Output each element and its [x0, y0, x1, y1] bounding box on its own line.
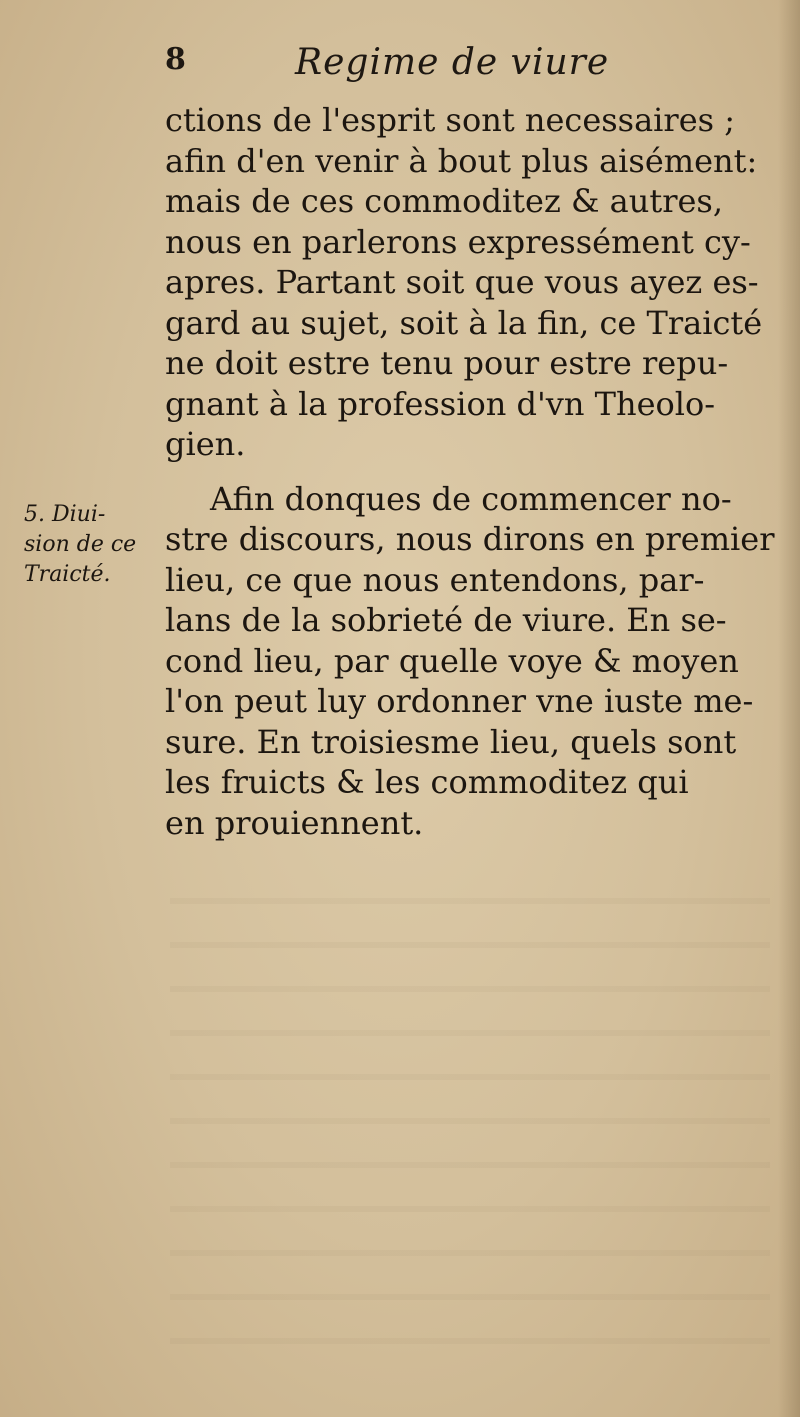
text-line: sure. En troisiesme lieu, quels sont	[165, 722, 737, 761]
text-line: ne doit estre tenu pour estre repu-	[165, 344, 729, 382]
margin-note-line: 5. Diui-	[24, 502, 106, 527]
text-line: l'on peut luy ordonner vne iuste me-	[165, 682, 754, 720]
margin-note-line: Traicté.	[24, 562, 111, 587]
text-line: les fruicts & les commoditez qui	[165, 763, 689, 801]
text-line: lans de la sobrieté de viure. En se-	[165, 601, 727, 639]
margin-note-line: sion de ce	[24, 532, 137, 557]
text-line: lieu, ce que nous entendons, par-	[165, 560, 705, 599]
text-line: stre discours, nous dirons en premier	[165, 520, 775, 558]
text-line: Afin donques de commencer no-	[210, 479, 732, 518]
text-line: gien.	[165, 425, 246, 463]
running-head	[165, 42, 765, 94]
show-through-texture	[170, 860, 770, 1380]
running-title: Regime de viure	[295, 42, 610, 83]
text-line: ctions de l'esprit sont necessaires ;	[165, 101, 736, 139]
margin-note	[24, 500, 154, 590]
paragraph-1	[165, 100, 763, 465]
paragraph-2	[165, 479, 775, 844]
text-line: apres. Partant soit que vous ayez es-	[165, 263, 759, 301]
text-line: gnant à la profession d'vn Theolo-	[165, 384, 716, 423]
text-line: afin d'en venir à bout plus aisément:	[165, 141, 758, 180]
text-line: nous en parlerons expressément cy-	[165, 222, 751, 261]
text-line: mais de ces commoditez & autres,	[165, 182, 724, 220]
text-line: en prouiennent.	[165, 803, 424, 842]
text-line: gard au sujet, soit à la fin, ce Traicté	[165, 303, 763, 342]
body-text	[165, 100, 775, 843]
page-number: 8	[165, 42, 186, 77]
text-line: cond lieu, par quelle voye & moyen	[165, 641, 739, 680]
page-edge-shadow	[778, 0, 800, 1417]
